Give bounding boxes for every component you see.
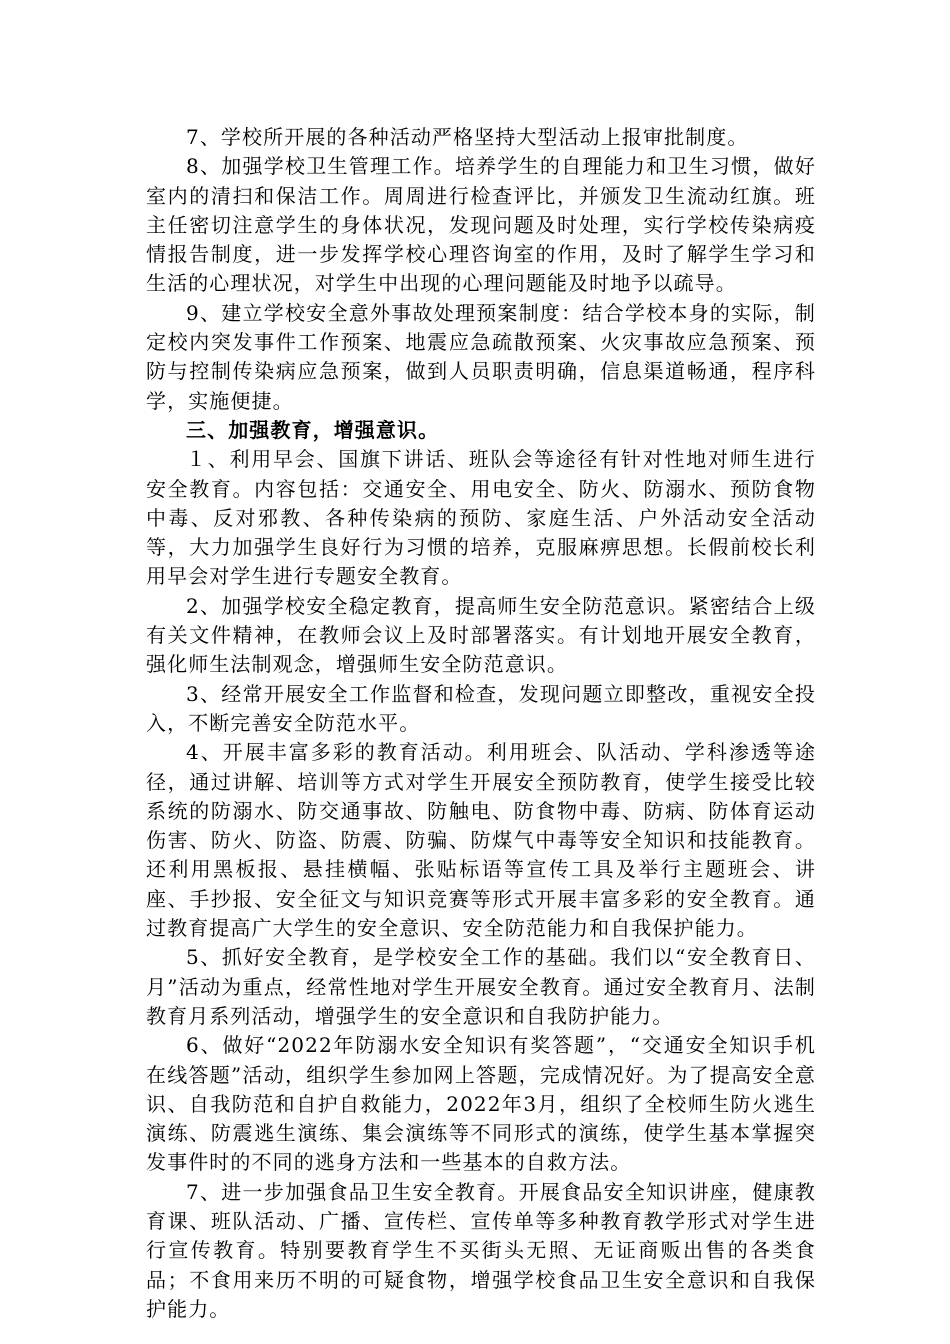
document-page [146, 123, 816, 1324]
paragraph-item-1-safety-education: １、利用早会、国旗下讲话、班队会等途径有针对性地对师生进行安全教育。内容包括：交通安全、用电安全、防火、防溺水、预防食物中毒、反对邪教、各种传染病的预防、家庭生活、户外活动安全活动等，大力加强学生良好行为习惯的培养，克服麻痹思想。长假前校长利用早会对学生进行专题安全教育。 [146, 447, 816, 589]
paragraph-item-3-inspection: 3、经常开展安全工作监督和检查，发现问题立即整改，重视安全投入，不断完善安全防范水平。 [146, 681, 816, 735]
paragraph-item-5-safety-day: 5、抓好安全教育，是学校安全工作的基础。我们以“安全教育日、月”活动为重点，经常性地对学生开展安全教育。通过安全教育月、法制教育月系列活动，增强学生的安全意识和自我防护能力。 [146, 945, 816, 1028]
paragraph-item-2-stability-education: 2、加强学校安全稳定教育，提高师生安全防范意识。紧密结合上级有关文件精神，在教师会议上及时部署落实。有计划地开展安全教育，强化师生法制观念，增强师生安全防范意识。 [146, 593, 816, 677]
paragraph-item-6-quiz-drills: 6、做好“2022年防溺水安全知识有奖答题”，“交通安全知识手机在线答题”活动，组织学生参加网上答题，完成情况好。为了提高安全意识、自我防范和自护自救能力，2022年3月，组织了全校师生防火逃生演练、防震逃生演练、集会演练等不同形式的演练，使学生基本掌握突发事件时的不同的逃身方法和一些基本的自救方法。 [146, 1033, 816, 1175]
section-heading-education: 三、加强教育，增强意识。 [186, 417, 440, 442]
paragraph-item-4-activities: 4、开展丰富多彩的教育活动。利用班会、队活动、学科渗透等途径，通过讲解、培训等方式对学生开展安全预防教育，使学生接受比较系统的防溺水、防交通事故、防触电、防食物中毒、防病、防体育运动伤害、防火、防盗、防震、防骗、防煤气中毒等安全知识和技能教育。还利用黑板报、悬挂横幅、张贴标语等宣传工具及举行主题班会、讲座、手抄报、安全征文与知识竞赛等形式开展丰富多彩的安全教育。通过教育提高广大学生的安全意识、安全防范能力和自我保护能力。 [146, 740, 816, 941]
paragraph-item-9-emergency-plan: 9、建立学校安全意外事故处理预案制度：结合学校本身的实际，制定校内突发事件工作预案、地震应急疏散预案、火灾事故应急预案、预防与控制传染病应急预案，做到人员职责明确，信息渠道畅通，程序科学，实施便捷。 [146, 300, 816, 413]
paragraph-item-7-food-safety: 7、进一步加强食品卫生安全教育。开展食品安全知识讲座，健康教育课、班队活动、广播、宣传栏、宣传单等多种教育教学形式对学生进行宣传教育。特别要教育学生不买街头无照、无证商贩出售的各类食品；不食用来历不明的可疑食物，增强学校食品卫生安全意识和自我保护能力。 [146, 1179, 816, 1321]
paragraph-item-7-activities: 7、学校所开展的各种活动严格坚持大型活动上报审批制度。 [186, 125, 749, 149]
paragraph-item-8-hygiene: 8、加强学校卫生管理工作。培养学生的自理能力和卫生习惯，做好室内的清扫和保洁工作。周周进行检查评比，并颁发卫生流动红旗。班主任密切注意学生的身体状况，发现问题及时处理，实行学校传染病疫情报告制度，进一步发挥学校心理咨询室的作用，及时了解学生学习和生活的心理状况，对学生中出现的心理问题能及时地予以疏导。 [146, 154, 816, 296]
